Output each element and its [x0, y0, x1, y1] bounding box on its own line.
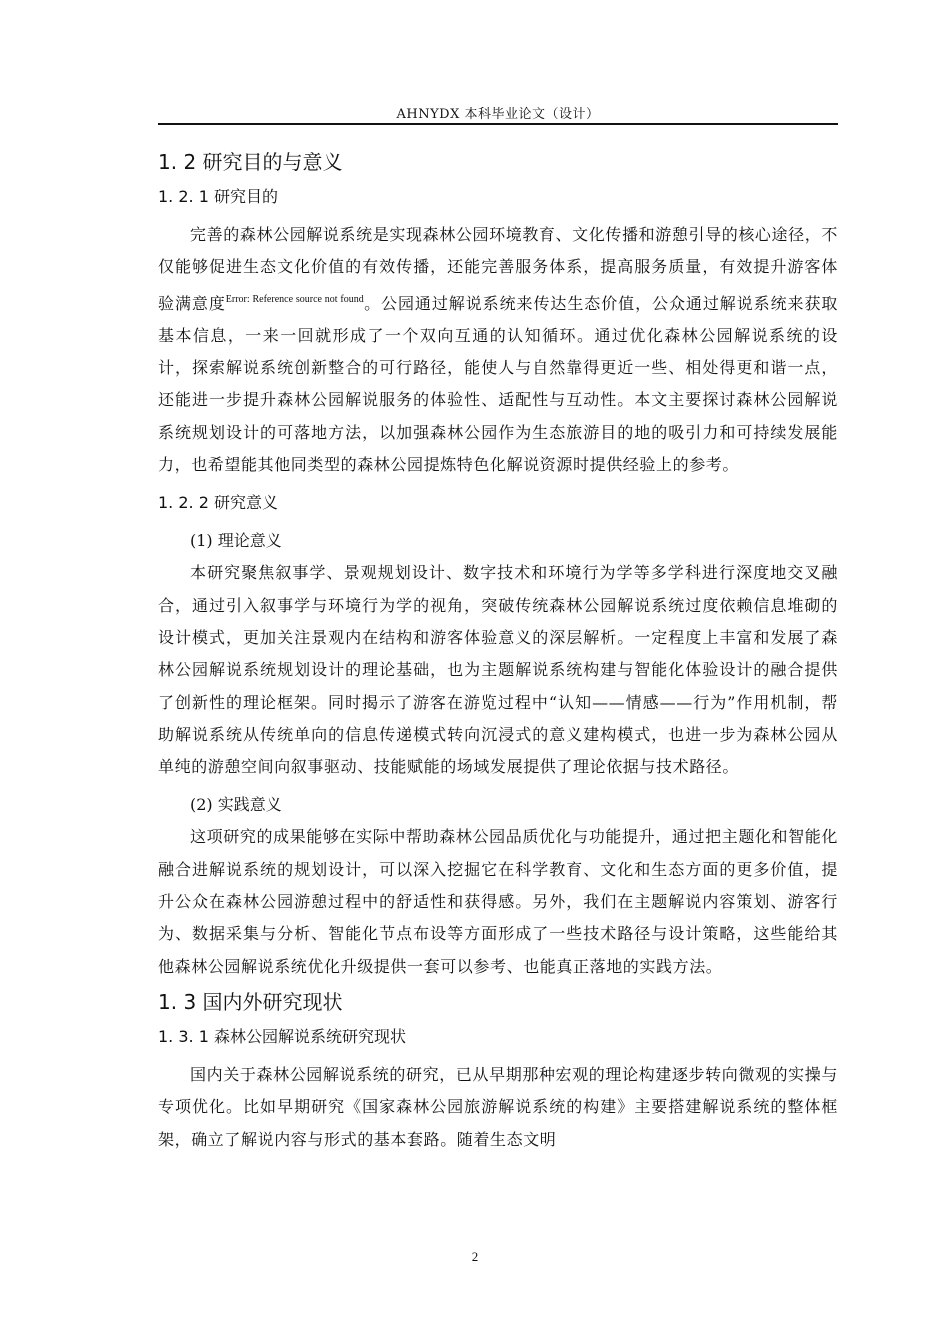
list-caption-theory: (1) 理论意义	[190, 531, 282, 551]
header-rule	[158, 123, 838, 125]
paragraph-research-status: 国内关于森林公园解说系统的研究，已从早期那种宏观的理论构建逐步转向微观的实操与专项优化。比如早期研究《国家森林公园旅游解说系统的构建》主要搭建解说系统的整体框架，确立了解说内容与形式的基本套路。随着生态文明	[158, 1064, 838, 1149]
page-number: 2	[471, 1249, 479, 1264]
paragraph-text: 。公园通过解说系统来传达生态价值，公众通过解说系统来获取基本信息，一来一回就形成了一个双向互通的认知循环。通过优化森林公园解说系统的设计，探索解说系统创新整合的可行路径，能使人与自然靠得更近一些、相处得更和谐一点，还能进一步提升森林公园解说服务的体验性、适配性与互动性。本文主要探讨森林公园解说系统规划设计的可落地方法，以加强森林公园作为生态旅游目的地的吸引力和可持续发展能力，也希望能其他同类型的森林公园提炼特色化解说资源时提供经验上的参考。	[158, 293, 839, 475]
paragraph-theory-significance: 本研究聚焦叙事学、景观规划设计、数字技术和环境行为学等多学科进行深度地交叉融合，通过引入叙事学与环境行为学的视角，突破传统森林公园解说系统过度依赖信息堆砌的设计模式，更加关注景观内在结构和游客体验意义的深层解析。一定程度上丰富和发展了森林公园解说系统规划设计的理论基础，也为主题解说系统构建与智能化体验设计的融合提供了创新性的理论框架。同时揭示了游客在游览过程中“认知——情感——行为”作用机制，帮助解说系统从传统单向的信息传递模式转向沉浸式的意义建构模式，也进一步为森林公园从单纯的游憩空间向叙事驱动、技能赋能的场域发展提供了理论依据与技术路径。	[158, 563, 838, 777]
paragraph-practice-significance: 这项研究的成果能够在实际中帮助森林公园品质优化与功能提升，通过把主题化和智能化融合进解说系统的规划设计，可以深入挖掘它在科学教育、文化和生态方面的更多价值，提升公众在森林公园游憩过程中的舒适性和获得感。另外，我们在主题解说内容策划、游客行为、数据采集与分析、智能化节点布设等方面形成了一些技术路径与设计策略，这些能给其他森林公园解说系统优化升级提供一套可以参考、也能真正落地的实践方法。	[158, 827, 838, 976]
paragraph-research-purpose	[158, 219, 838, 481]
running-header: AHNYDX 本科毕业论文（设计）	[396, 107, 600, 122]
subsection-heading-1-2-2: 1. 2. 2 研究意义	[158, 493, 278, 513]
section-heading-1-2: 1. 2 研究目的与意义	[158, 150, 343, 174]
subsection-heading-1-2-1: 1. 2. 1 研究目的	[158, 187, 278, 206]
list-caption-practice: (2) 实践意义	[190, 795, 282, 815]
subsection-heading-1-3-1: 1. 3. 1 森林公园解说系统研究现状	[158, 1026, 406, 1046]
paragraph-text: 完善的森林公园解说系统是实现森林公园环境教育、文化传播和游憩引导的核心途径，不仅能够促进生态文化价值的有效传播，还能完善服务体系，提高服务质量，有效提升游客体验满意度	[158, 225, 838, 313]
section-heading-1-3: 1. 3 国内外研究现状	[158, 989, 343, 1014]
reference-error: Error: Reference source not found	[225, 293, 364, 305]
page-content	[158, 143, 838, 1156]
